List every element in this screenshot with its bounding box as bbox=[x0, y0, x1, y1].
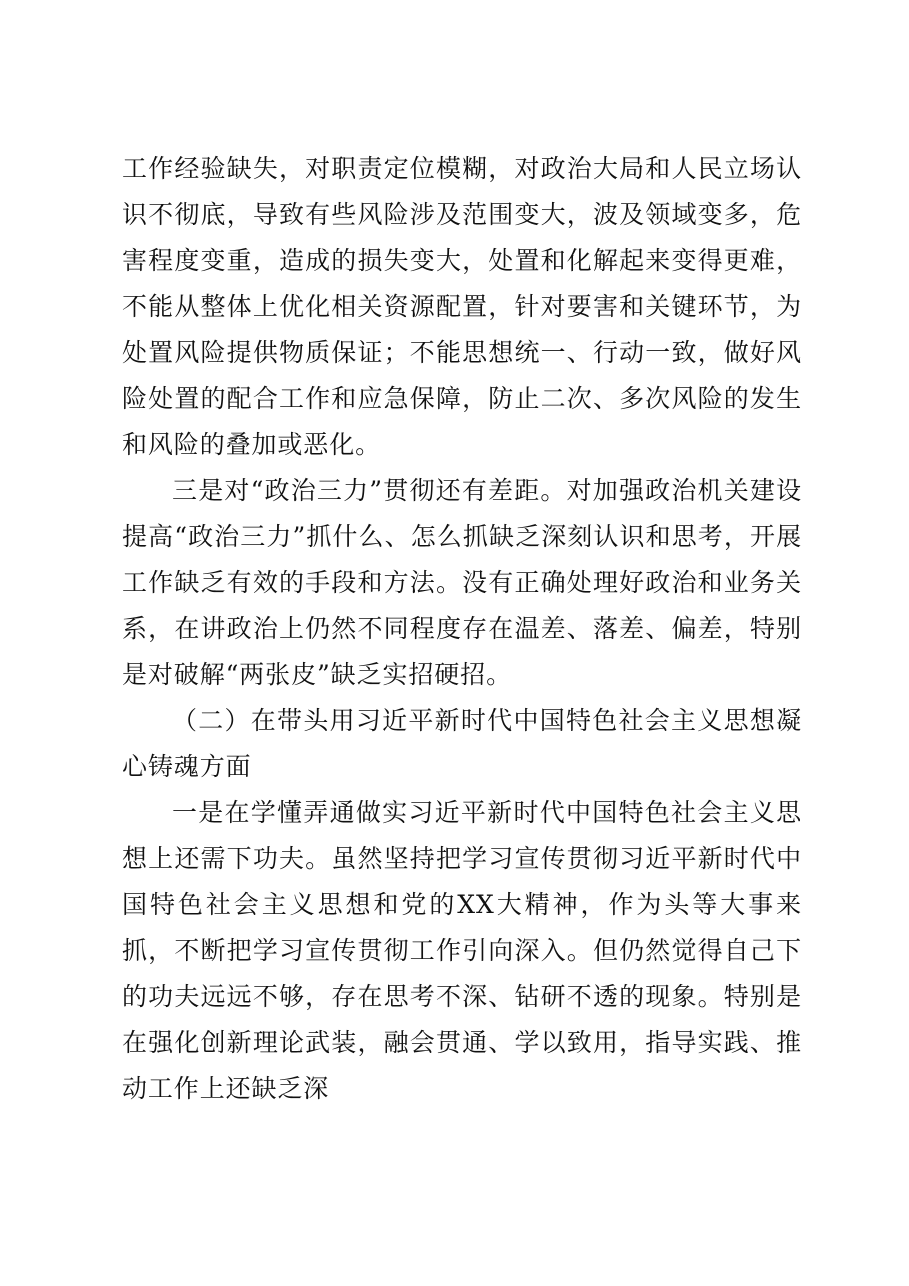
document-body bbox=[122, 146, 802, 1112]
section-heading-thought: （二）在带头用习近平新时代中国特色社会主义思想凝心铸魂方面 bbox=[122, 706, 802, 781]
paragraph-study-thought: 一是在学懂弄通做实习近平新时代中国特色社会主义思想上还需下功夫。虽然坚持把学习宣传贯彻习近平新时代中国特色社会主义思想和党的XX大精神，作为头等大事来抓，不断把学习宣传贯彻工作引向深入。但仍然觉得自己下的功夫远远不够，存在思考不深、钻研不透的现象。特别是在强化创新理论武装，融会贯通、学以致用，指导实践、推动工作上还缺乏深 bbox=[122, 798, 802, 1103]
paragraph-political-ability: 三是对“政治三力”贯彻还有差距。对加强政治机关建设提高“政治三力”抓什么、怎么抓缺乏深刻认识和思考，开展工作缺乏有效的手段和方法。没有正确处理好政治和业务关系，在讲政治上仍然不同程度存在温差、落差、偏差，特别是对破解“两张皮”缺乏实招硬招。 bbox=[122, 476, 802, 689]
paragraph-risk-handling: 工作经验缺失，对职责定位模糊，对政治大局和人民立场认识不彻底，导致有些风险涉及范围变大，波及领域变多，危害程度变重，造成的损失变大，处置和化解起来变得更难，不能从整体上优化相关资源配置，针对要害和关键环节，为处置风险提供物质保证；不能思想统一、行动一致，做好风险处置的配合工作和应急保障，防止二次、多次风险的发生和风险的叠加或恶化。 bbox=[122, 154, 802, 459]
